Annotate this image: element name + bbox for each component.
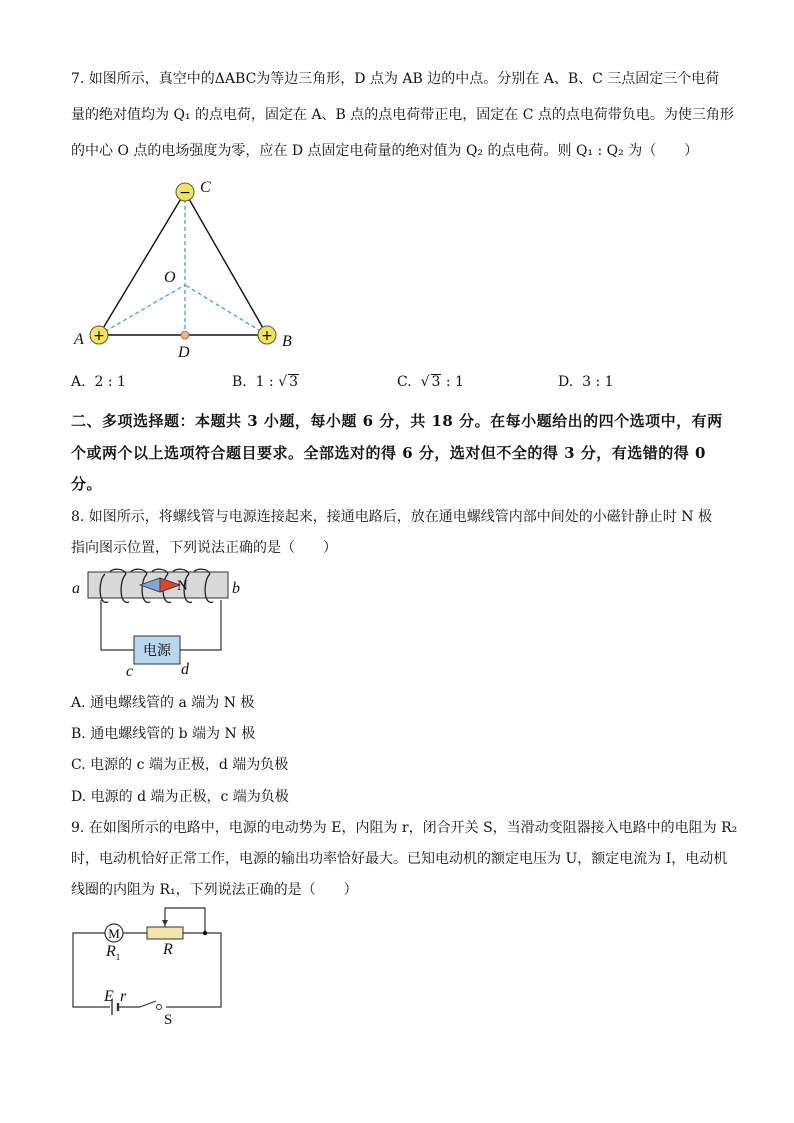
motor-label: M xyxy=(108,926,120,941)
label-b-end: b xyxy=(232,580,240,597)
label-r-internal: r xyxy=(120,988,127,1005)
charge-c-sign: − xyxy=(179,185,191,201)
label-r1: $R_1$ xyxy=(106,943,121,962)
label-d-terminal: d xyxy=(181,661,189,678)
q7-option-a: A. 2 : 1 xyxy=(71,374,126,390)
q8-stem-line-1: 8. 如图所示，将螺线管与电源连接起来，接通电路后，放在通电螺线管内部中间处的小磁针静止时 N 极 xyxy=(71,509,712,525)
q9-stem-line-1: 9. 在如图所示的电路中，电源的电动势为 E，内阻为 r，闭合开关 S，当滑动变阻器接入电路中的电阻为 R₂ xyxy=(71,820,738,836)
slider-arrow-icon xyxy=(162,920,168,926)
label-s: S xyxy=(164,1012,173,1028)
label-a: A xyxy=(74,331,84,348)
q8-option-b: B. 通电螺线管的 b 端为 N 极 xyxy=(71,726,256,742)
q8-stem-line-2: 指向图示位置，下列说法正确的是（ ） xyxy=(71,540,337,556)
power-source-label: 电源 xyxy=(143,643,171,659)
section2-header-line-2: 个或两个以上选项符合题目要求。全部选对的得 6 分，选对但不全的得 3 分，有选错的得 0 xyxy=(71,444,706,462)
solenoid-figure xyxy=(68,566,258,682)
label-e: E xyxy=(104,988,114,1005)
charge-a-sign: + xyxy=(93,328,105,344)
label-c: C xyxy=(200,179,211,196)
q7-stem-line-1: 7. 如图所示，真空中的ΔABC为等边三角形，D 点为 AB 边的中点。分别在 A、B、C 三点固定三个电荷 xyxy=(71,71,720,87)
q9-stem-line-3: 线圈的内阻为 R₁，下列说法正确的是（ ） xyxy=(71,882,358,898)
q9-stem-line-2: 时，电动机恰好正常工作，电源的输出功率恰好最大。已知电动机的额定电压为 U，额定电流为 I，电动机 xyxy=(71,851,728,867)
label-o: O xyxy=(164,269,176,286)
label-a-end: a xyxy=(72,580,80,597)
section2-header-line-3: 分。 xyxy=(71,475,103,493)
label-b: B xyxy=(282,333,292,350)
q8-option-a: A. 通电螺线管的 a 端为 N 极 xyxy=(71,695,255,711)
q7-stem-line-2: 量的绝对值均为 Q₁ 的点电荷，固定在 A、B 点的点电荷带正电，固定在 C 点的点电荷带负电。为使三角形 xyxy=(71,107,734,123)
needle-n-label: N xyxy=(177,578,188,594)
switch-icon xyxy=(140,1001,156,1007)
q8-option-d: D. 电源的 d 端为正极，c 端为负极 xyxy=(71,789,289,805)
q7-option-c: C. √ 3 : 1 xyxy=(397,374,464,390)
label-d: D xyxy=(178,344,190,361)
motor-circuit-figure xyxy=(68,904,232,1028)
charge-b-sign: + xyxy=(261,328,273,344)
section2-header-line-1: 二、多项选择题：本题共 3 小题，每小题 6 分，共 18 分。在每小题给出的四个选项中，有两 xyxy=(71,412,723,430)
point-d-icon xyxy=(181,331,189,339)
label-r: R xyxy=(163,941,173,958)
triangle-charge-figure xyxy=(68,172,308,367)
q7-option-d: D. 3 : 1 xyxy=(558,374,614,390)
q8-option-c: C. 电源的 c 端为正极，d 端为负极 xyxy=(71,757,289,773)
label-c-terminal: c xyxy=(126,663,134,680)
q7-stem-line-3: 的中心 O 点的电场强度为零，应在 D 点固定电荷量的绝对值为 Q₂ 的点电荷。则 Q₁ : Q₂ 为（ ） xyxy=(71,143,699,159)
rheostat-icon xyxy=(147,927,183,939)
q7-option-b: B. 1 : √ 3 xyxy=(232,374,299,390)
